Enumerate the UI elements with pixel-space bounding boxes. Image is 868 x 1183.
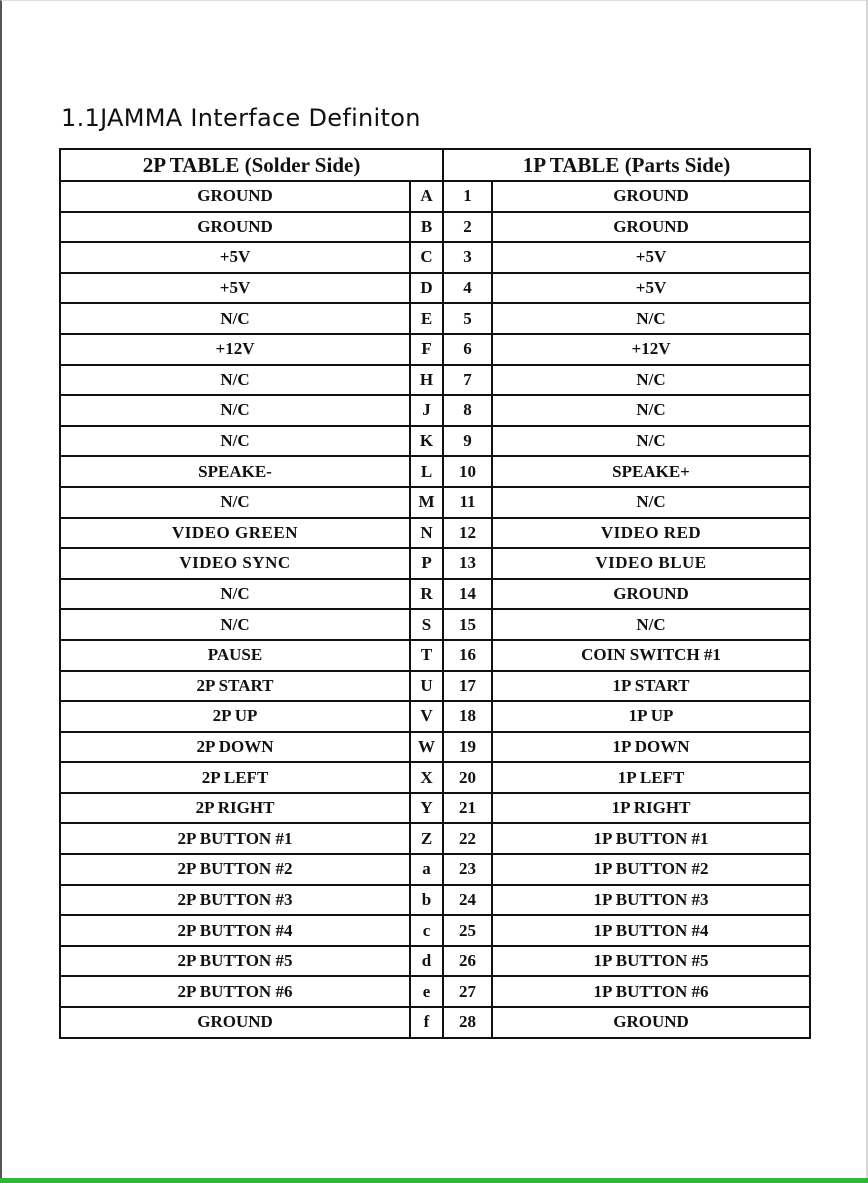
- parts-side-pin-number: 24: [443, 885, 492, 916]
- solder-side-signal: N/C: [60, 487, 410, 518]
- table-row: [60, 762, 810, 793]
- solder-side-pin-letter: d: [410, 946, 443, 977]
- solder-side-signal: 2P BUTTON #6: [60, 976, 410, 1007]
- solder-side-signal: SPEAKE-: [60, 456, 410, 487]
- parts-side-signal: 1P BUTTON #4: [492, 915, 810, 946]
- parts-side-pin-number: 16: [443, 640, 492, 671]
- solder-side-pin-letter: C: [410, 242, 443, 273]
- parts-side-pin-number: 18: [443, 701, 492, 732]
- table-row: [60, 212, 810, 243]
- table-row: [60, 823, 810, 854]
- solder-side-signal: 2P START: [60, 671, 410, 702]
- parts-side-signal: 1P BUTTON #6: [492, 976, 810, 1007]
- solder-side-signal: GROUND: [60, 1007, 410, 1038]
- solder-side-pin-letter: X: [410, 762, 443, 793]
- solder-side-pin-letter: N: [410, 518, 443, 549]
- parts-side-pin-number: 25: [443, 915, 492, 946]
- parts-side-signal: N/C: [492, 609, 810, 640]
- parts-side-signal: 1P LEFT: [492, 762, 810, 793]
- parts-side-signal: 1P BUTTON #1: [492, 823, 810, 854]
- table-row: [60, 579, 810, 610]
- solder-side-signal: N/C: [60, 395, 410, 426]
- solder-side-pin-letter: a: [410, 854, 443, 885]
- parts-side-pin-number: 14: [443, 579, 492, 610]
- parts-side-pin-number: 15: [443, 609, 492, 640]
- parts-side-signal: 1P BUTTON #2: [492, 854, 810, 885]
- parts-side-signal: GROUND: [492, 1007, 810, 1038]
- document-title: 1.1JAMMA Interface Definiton: [61, 104, 421, 132]
- solder-side-signal: 2P BUTTON #4: [60, 915, 410, 946]
- table-row: [60, 609, 810, 640]
- solder-side-pin-letter: U: [410, 671, 443, 702]
- solder-side-pin-letter: M: [410, 487, 443, 518]
- solder-side-signal: 2P DOWN: [60, 732, 410, 763]
- solder-side-signal: +12V: [60, 334, 410, 365]
- solder-side-pin-letter: H: [410, 365, 443, 396]
- parts-side-signal: SPEAKE+: [492, 456, 810, 487]
- pin-rows: [60, 181, 810, 1038]
- table-row: [60, 1007, 810, 1038]
- solder-side-signal: GROUND: [60, 212, 410, 243]
- table-row: [60, 548, 810, 579]
- parts-side-pin-number: 11: [443, 487, 492, 518]
- table-row: [60, 273, 810, 304]
- solder-side-signal: VIDEO GREEN: [60, 518, 410, 549]
- solder-side-signal: N/C: [60, 303, 410, 334]
- solder-side-pin-letter: A: [410, 181, 443, 212]
- parts-side-signal: 1P RIGHT: [492, 793, 810, 824]
- table-row: [60, 976, 810, 1007]
- solder-side-signal: 2P BUTTON #1: [60, 823, 410, 854]
- table-row: [60, 640, 810, 671]
- parts-side-signal: +5V: [492, 242, 810, 273]
- parts-side-signal: N/C: [492, 426, 810, 457]
- solder-side-pin-letter: S: [410, 609, 443, 640]
- table-row: [60, 181, 810, 212]
- solder-side-pin-letter: W: [410, 732, 443, 763]
- solder-side-pin-letter: V: [410, 701, 443, 732]
- solder-side-pin-letter: f: [410, 1007, 443, 1038]
- parts-side-pin-number: 5: [443, 303, 492, 334]
- solder-side-pin-letter: K: [410, 426, 443, 457]
- solder-side-pin-letter: D: [410, 273, 443, 304]
- parts-side-signal: N/C: [492, 303, 810, 334]
- solder-side-pin-letter: J: [410, 395, 443, 426]
- parts-side-signal: GROUND: [492, 181, 810, 212]
- parts-side-pin-number: 22: [443, 823, 492, 854]
- header-2p-solder-side: 2P TABLE (Solder Side): [60, 149, 443, 181]
- parts-side-pin-number: 13: [443, 548, 492, 579]
- solder-side-signal: N/C: [60, 365, 410, 396]
- parts-side-signal: N/C: [492, 487, 810, 518]
- parts-side-pin-number: 12: [443, 518, 492, 549]
- parts-side-pin-number: 10: [443, 456, 492, 487]
- parts-side-signal: +5V: [492, 273, 810, 304]
- solder-side-signal: N/C: [60, 579, 410, 610]
- solder-side-signal: 2P LEFT: [60, 762, 410, 793]
- parts-side-pin-number: 19: [443, 732, 492, 763]
- parts-side-pin-number: 8: [443, 395, 492, 426]
- table-row: [60, 671, 810, 702]
- jamma-pinout-table: [59, 148, 811, 1039]
- solder-side-pin-letter: c: [410, 915, 443, 946]
- table-row: [60, 701, 810, 732]
- solder-side-pin-letter: F: [410, 334, 443, 365]
- table-row: [60, 395, 810, 426]
- parts-side-signal: GROUND: [492, 212, 810, 243]
- table-row: [60, 242, 810, 273]
- bottom-accent-bar: [0, 1178, 868, 1183]
- parts-side-pin-number: 21: [443, 793, 492, 824]
- table-row: [60, 854, 810, 885]
- solder-side-signal: N/C: [60, 426, 410, 457]
- solder-side-signal: N/C: [60, 609, 410, 640]
- solder-side-pin-letter: b: [410, 885, 443, 916]
- table-row: [60, 885, 810, 916]
- parts-side-pin-number: 4: [443, 273, 492, 304]
- solder-side-signal: 2P RIGHT: [60, 793, 410, 824]
- table-row: [60, 793, 810, 824]
- parts-side-pin-number: 2: [443, 212, 492, 243]
- solder-side-signal: VIDEO SYNC: [60, 548, 410, 579]
- solder-side-pin-letter: E: [410, 303, 443, 334]
- solder-side-signal: GROUND: [60, 181, 410, 212]
- table-row: [60, 518, 810, 549]
- parts-side-pin-number: 9: [443, 426, 492, 457]
- parts-side-signal: 1P UP: [492, 701, 810, 732]
- table-row: [60, 334, 810, 365]
- solder-side-signal: +5V: [60, 242, 410, 273]
- solder-side-pin-letter: e: [410, 976, 443, 1007]
- parts-side-pin-number: 7: [443, 365, 492, 396]
- table-row: [60, 915, 810, 946]
- parts-side-signal: 1P DOWN: [492, 732, 810, 763]
- table-row: [60, 946, 810, 977]
- parts-side-pin-number: 20: [443, 762, 492, 793]
- parts-side-pin-number: 17: [443, 671, 492, 702]
- parts-side-pin-number: 23: [443, 854, 492, 885]
- solder-side-signal: 2P BUTTON #3: [60, 885, 410, 916]
- table-row: [60, 426, 810, 457]
- solder-side-pin-letter: P: [410, 548, 443, 579]
- parts-side-signal: +12V: [492, 334, 810, 365]
- parts-side-signal: GROUND: [492, 579, 810, 610]
- solder-side-pin-letter: R: [410, 579, 443, 610]
- parts-side-pin-number: 28: [443, 1007, 492, 1038]
- solder-side-signal: PAUSE: [60, 640, 410, 671]
- table-header-row: [60, 149, 810, 181]
- table-row: [60, 487, 810, 518]
- table-row: [60, 456, 810, 487]
- header-1p-parts-side: 1P TABLE (Parts Side): [443, 149, 810, 181]
- parts-side-pin-number: 1: [443, 181, 492, 212]
- solder-side-pin-letter: B: [410, 212, 443, 243]
- solder-side-signal: +5V: [60, 273, 410, 304]
- table-row: [60, 365, 810, 396]
- solder-side-pin-letter: Y: [410, 793, 443, 824]
- parts-side-pin-number: 6: [443, 334, 492, 365]
- solder-side-pin-letter: T: [410, 640, 443, 671]
- parts-side-pin-number: 26: [443, 946, 492, 977]
- parts-side-signal: N/C: [492, 365, 810, 396]
- table-row: [60, 732, 810, 763]
- parts-side-signal: 1P BUTTON #3: [492, 885, 810, 916]
- parts-side-signal: 1P START: [492, 671, 810, 702]
- parts-side-signal: COIN SWITCH #1: [492, 640, 810, 671]
- solder-side-signal: 2P BUTTON #2: [60, 854, 410, 885]
- solder-side-signal: 2P BUTTON #5: [60, 946, 410, 977]
- parts-side-signal: VIDEO BLUE: [492, 548, 810, 579]
- parts-side-signal: N/C: [492, 395, 810, 426]
- parts-side-pin-number: 3: [443, 242, 492, 273]
- parts-side-pin-number: 27: [443, 976, 492, 1007]
- solder-side-pin-letter: L: [410, 456, 443, 487]
- solder-side-signal: 2P UP: [60, 701, 410, 732]
- table-row: [60, 303, 810, 334]
- parts-side-signal: 1P BUTTON #5: [492, 946, 810, 977]
- parts-side-signal: VIDEO RED: [492, 518, 810, 549]
- solder-side-pin-letter: Z: [410, 823, 443, 854]
